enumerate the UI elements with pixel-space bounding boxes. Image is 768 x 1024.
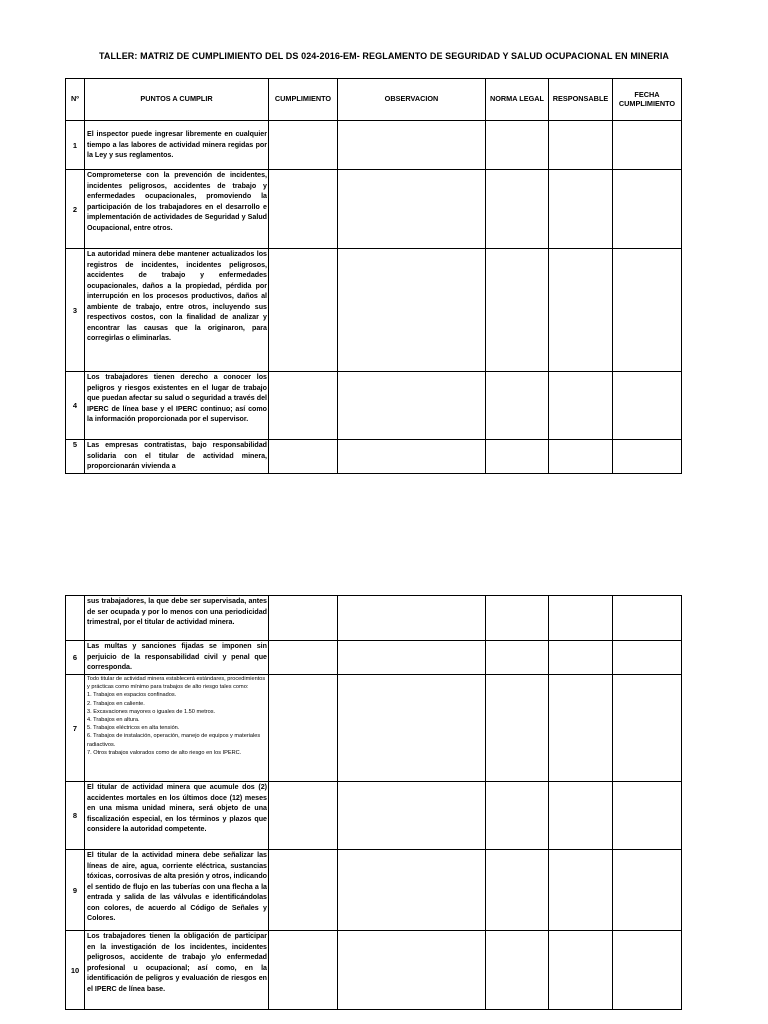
row-number: 5 bbox=[66, 440, 85, 474]
list-item: 4. Trabajos en altura. bbox=[87, 717, 140, 724]
cell-norma-legal[interactable] bbox=[486, 675, 549, 782]
cell-norma-legal[interactable] bbox=[486, 596, 549, 641]
cell-fecha[interactable] bbox=[613, 170, 682, 249]
cell-fecha[interactable] bbox=[613, 641, 682, 675]
row-text: Los trabajadores tienen la obligación de participar en la investigación de los incidentes, incidentes peligrosos, accidente de trabajo y/o enfermedad profesional u ocupacional; así como, en la identificación de peligros y evaluación de riesgos en el IPERC de línea base. bbox=[85, 931, 269, 1010]
cell-fecha[interactable] bbox=[613, 372, 682, 440]
cell-cumplimiento[interactable] bbox=[269, 931, 338, 1010]
row-text: Los trabajadores tienen derecho a conocer los peligros y riesgos existentes en el lugar de trabajo que puedan afectar su salud o seguridad a través del IPERC de línea base y el IPERC continuo; así como la información proporcionada por el supervisor. bbox=[85, 372, 269, 440]
row-number: 8 bbox=[66, 782, 85, 850]
cell-cumplimiento[interactable] bbox=[269, 170, 338, 249]
cell-responsable[interactable] bbox=[549, 121, 613, 170]
table-row bbox=[66, 596, 682, 641]
document-title: TALLER: MATRIZ DE CUMPLIMIENTO DEL DS 024-2016-EM- REGLAMENTO DE SEGURIDAD Y SALUD OCUPACIONAL EN MINERIA bbox=[98, 51, 670, 61]
cell-observacion[interactable] bbox=[338, 596, 486, 641]
cell-cumplimiento[interactable] bbox=[269, 440, 338, 474]
cell-observacion[interactable] bbox=[338, 931, 486, 1010]
row-number: 4 bbox=[66, 372, 85, 440]
cell-norma-legal[interactable] bbox=[486, 440, 549, 474]
header-norma-legal: NORMA LEGAL bbox=[486, 79, 549, 121]
row-text: sus trabajadores, la que debe ser supervisada, antes de ser ocupada y por lo menos con una periodicidad trimestral, por el titular de actividad minera. bbox=[85, 596, 269, 641]
cell-observacion[interactable] bbox=[338, 170, 486, 249]
cell-fecha[interactable] bbox=[613, 249, 682, 372]
cell-norma-legal[interactable] bbox=[486, 782, 549, 850]
table-row bbox=[66, 121, 682, 170]
row-number: 6 bbox=[66, 641, 85, 675]
table-row bbox=[66, 782, 682, 850]
cell-norma-legal[interactable] bbox=[486, 931, 549, 1010]
table-row bbox=[66, 850, 682, 931]
cell-cumplimiento[interactable] bbox=[269, 596, 338, 641]
cell-cumplimiento[interactable] bbox=[269, 249, 338, 372]
cell-responsable[interactable] bbox=[549, 170, 613, 249]
cell-cumplimiento[interactable] bbox=[269, 782, 338, 850]
cell-norma-legal[interactable] bbox=[486, 170, 549, 249]
cell-fecha[interactable] bbox=[613, 850, 682, 931]
cell-observacion[interactable] bbox=[338, 782, 486, 850]
header-cumplimiento: CUMPLIMIENTO bbox=[269, 79, 338, 121]
cell-norma-legal[interactable] bbox=[486, 372, 549, 440]
list-item: 2. Trabajos en caliente. bbox=[87, 700, 145, 707]
row-text: Las empresas contratistas, bajo responsabilidad solidaria con el titular de actividad minera, proporcionarán vivienda a bbox=[85, 440, 269, 474]
row-text: El titular de la actividad minera debe señalizar las líneas de aire, agua, corriente eléctrica, sustancias tóxicas, corrosivas de alta presión y otros, indicando el sentido de flujo en las tuberías con una flecha a la entrada y salida de las válvulas e identificándolas con colores, de acuerdo al Código de Señales y Colores. bbox=[85, 850, 269, 931]
cell-responsable[interactable] bbox=[549, 596, 613, 641]
row-number: 9 bbox=[66, 850, 85, 931]
table-row bbox=[66, 170, 682, 249]
cell-fecha[interactable] bbox=[613, 596, 682, 641]
cell-cumplimiento[interactable] bbox=[269, 850, 338, 931]
cell-fecha[interactable] bbox=[613, 121, 682, 170]
header-num: Nº bbox=[66, 79, 85, 121]
list-item: 5. Trabajos eléctricos en alta tensión. bbox=[87, 725, 180, 732]
cell-responsable[interactable] bbox=[549, 782, 613, 850]
cell-responsable[interactable] bbox=[549, 641, 613, 675]
cell-fecha[interactable] bbox=[613, 782, 682, 850]
row-text: La autoridad minera debe mantener actualizados los registros de incidentes, incidentes peligrosos, accidentes de trabajo y enfermedades ocupacionales, daños a la propiedad, pérdida por interrupción en los procesos productivos, daños al ambiente de trabajo, entre otros, incluyendo sus respectivos costos, con la finalidad de analizar y encontrar las causas que la originaron, para corregirlas o eliminarlas. bbox=[85, 249, 269, 372]
row-number: 7 bbox=[66, 675, 85, 782]
cell-observacion[interactable] bbox=[338, 121, 486, 170]
list-item: 7. Otros trabajos valorados como de alto riesgo en los IPERC. bbox=[87, 749, 242, 756]
cell-observacion[interactable] bbox=[338, 850, 486, 931]
row-number: 3 bbox=[66, 249, 85, 372]
table-row bbox=[66, 675, 682, 782]
header-responsable: RESPONSABLE bbox=[549, 79, 613, 121]
cell-cumplimiento[interactable] bbox=[269, 372, 338, 440]
table-row bbox=[66, 931, 682, 1010]
list-item: 1. Trabajos en espacios confinados. bbox=[87, 692, 177, 699]
row-number: 1 bbox=[66, 121, 85, 170]
cell-cumplimiento[interactable] bbox=[269, 675, 338, 782]
cell-fecha[interactable] bbox=[613, 931, 682, 1010]
row-number bbox=[66, 596, 85, 641]
row-text: Comprometerse con la prevención de incidentes, incidentes peligrosos, accidentes de trabajo y enfermedades ocupacionales, promoviendo la participación de los trabajadores en el desarrollo e implementación de actividades de Seguridad y Salud Ocupacional, entre otros. bbox=[85, 170, 269, 249]
row-number: 2 bbox=[66, 170, 85, 249]
cell-norma-legal[interactable] bbox=[486, 850, 549, 931]
table-row bbox=[66, 249, 682, 372]
cell-responsable[interactable] bbox=[549, 372, 613, 440]
cell-cumplimiento[interactable] bbox=[269, 641, 338, 675]
cell-observacion[interactable] bbox=[338, 641, 486, 675]
row-text-list bbox=[85, 675, 269, 782]
cell-norma-legal[interactable] bbox=[486, 249, 549, 372]
cell-responsable[interactable] bbox=[549, 931, 613, 1010]
list-item: 3. Excavaciones mayores o iguales de 1.50 metros. bbox=[87, 708, 216, 715]
row-text: Las multas y sanciones fijadas se imponen sin perjuicio de la responsabilidad civil y penal que corresponda. bbox=[85, 641, 269, 675]
cell-fecha[interactable] bbox=[613, 440, 682, 474]
cell-responsable[interactable] bbox=[549, 249, 613, 372]
cell-observacion[interactable] bbox=[338, 440, 486, 474]
compliance-table-page2 bbox=[65, 595, 682, 1010]
cell-responsable[interactable] bbox=[549, 850, 613, 931]
cell-observacion[interactable] bbox=[338, 372, 486, 440]
cell-responsable[interactable] bbox=[549, 675, 613, 782]
table-row bbox=[66, 440, 682, 474]
row-text: El titular de actividad minera que acumule dos (2) accidentes mortales en los últimos doce (12) meses en una misma unidad minera, será objeto de una fiscalización especial, en los términos y plazos que considere la autoridad competente. bbox=[85, 782, 269, 850]
list-item: 6. Trabajos de instalación, operación, manejo de equipos y materiales radiactivos. bbox=[87, 733, 261, 748]
header-row bbox=[66, 79, 682, 121]
cell-cumplimiento[interactable] bbox=[269, 121, 338, 170]
table-row bbox=[66, 372, 682, 440]
cell-responsable[interactable] bbox=[549, 440, 613, 474]
header-fecha: FECHA CUMPLIMIENTO bbox=[613, 79, 682, 121]
list-item: Todo titular de actividad minera establecerá estándares, procedimientos y prácticas como mínimo para trabajos de alto riesgo tales como: bbox=[87, 676, 266, 691]
row-text: El inspector puede ingresar libremente en cualquier tiempo a las labores de actividad minera regidas por la Ley y sus reglamentos. bbox=[85, 121, 269, 170]
compliance-table-page1 bbox=[65, 78, 682, 474]
row-number: 10 bbox=[66, 931, 85, 1010]
header-observacion: OBSERVACION bbox=[338, 79, 486, 121]
cell-norma-legal[interactable] bbox=[486, 121, 549, 170]
cell-fecha[interactable] bbox=[613, 675, 682, 782]
header-puntos: PUNTOS A CUMPLIR bbox=[85, 79, 269, 121]
table-row bbox=[66, 641, 682, 675]
cell-observacion[interactable] bbox=[338, 249, 486, 372]
cell-observacion[interactable] bbox=[338, 675, 486, 782]
cell-norma-legal[interactable] bbox=[486, 641, 549, 675]
